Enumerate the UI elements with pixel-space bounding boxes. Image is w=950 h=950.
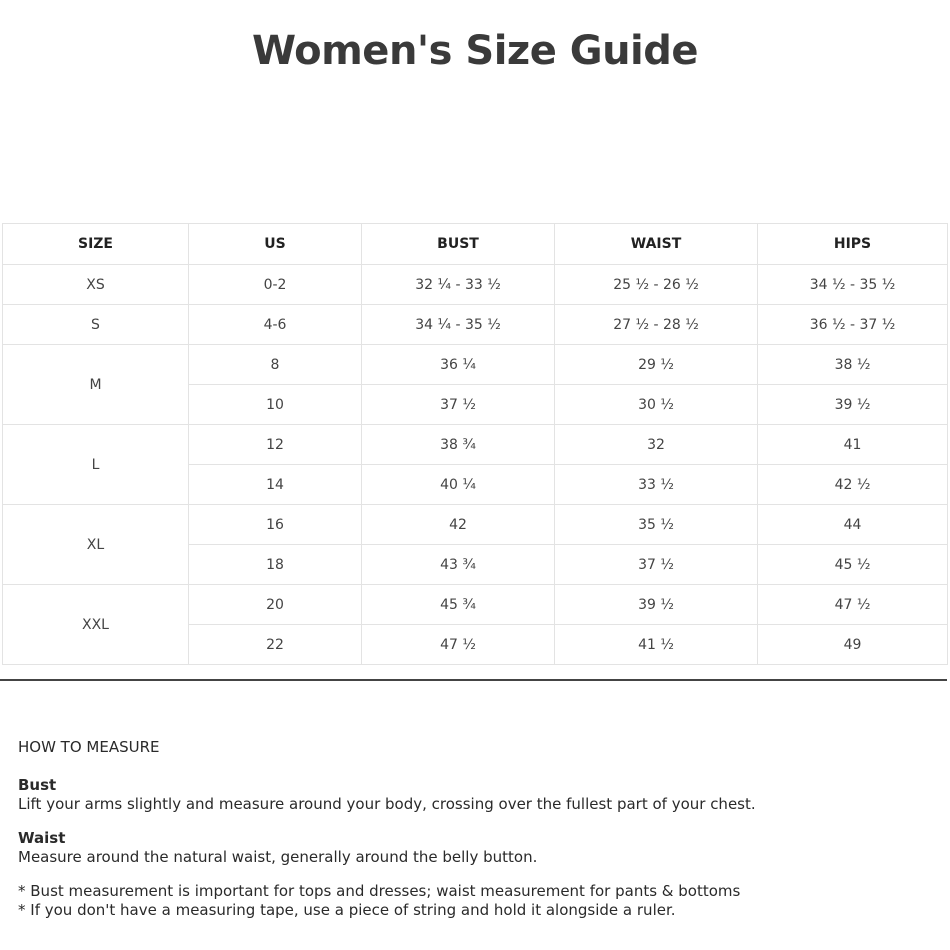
how-to-measure-heading: HOW TO MEASURE bbox=[18, 738, 160, 756]
size-cell: L bbox=[3, 425, 189, 505]
table-row bbox=[3, 345, 948, 385]
table-row bbox=[3, 585, 948, 625]
bust-cell: 32 ¼ - 33 ½ bbox=[362, 265, 555, 305]
bust-instructions: Lift your arms slightly and measure around your body, crossing over the fullest part of your chest. bbox=[18, 795, 756, 813]
waist-cell: 33 ½ bbox=[555, 465, 758, 505]
bust-cell: 47 ½ bbox=[362, 625, 555, 665]
size-cell: XXL bbox=[3, 585, 189, 665]
hips-cell: 47 ½ bbox=[758, 585, 948, 625]
us-cell: 14 bbox=[189, 465, 362, 505]
waist-cell: 25 ½ - 26 ½ bbox=[555, 265, 758, 305]
us-cell: 20 bbox=[189, 585, 362, 625]
header-bust: BUST bbox=[362, 224, 555, 265]
us-cell: 18 bbox=[189, 545, 362, 585]
table-row bbox=[3, 505, 948, 545]
note-measuring-tape: * If you don't have a measuring tape, use a piece of string and hold it alongside a ruler. bbox=[18, 901, 676, 919]
size-cell: XS bbox=[3, 265, 189, 305]
waist-cell: 39 ½ bbox=[555, 585, 758, 625]
us-cell: 0-2 bbox=[189, 265, 362, 305]
us-cell: 4-6 bbox=[189, 305, 362, 345]
hips-cell: 34 ½ - 35 ½ bbox=[758, 265, 948, 305]
header-waist: WAIST bbox=[555, 224, 758, 265]
waist-cell: 41 ½ bbox=[555, 625, 758, 665]
waist-cell: 35 ½ bbox=[555, 505, 758, 545]
bust-cell: 43 ¾ bbox=[362, 545, 555, 585]
hips-cell: 42 ½ bbox=[758, 465, 948, 505]
bust-cell: 34 ¼ - 35 ½ bbox=[362, 305, 555, 345]
hips-cell: 49 bbox=[758, 625, 948, 665]
measurement-notes bbox=[18, 882, 938, 920]
size-cell: M bbox=[3, 345, 189, 425]
header-size: SIZE bbox=[3, 224, 189, 265]
us-cell: 22 bbox=[189, 625, 362, 665]
header-hips: HIPS bbox=[758, 224, 948, 265]
hips-cell: 36 ½ - 37 ½ bbox=[758, 305, 948, 345]
us-cell: 10 bbox=[189, 385, 362, 425]
waist-cell: 32 bbox=[555, 425, 758, 465]
us-cell: 16 bbox=[189, 505, 362, 545]
section-divider bbox=[0, 679, 947, 681]
hips-cell: 44 bbox=[758, 505, 948, 545]
waist-cell: 27 ½ - 28 ½ bbox=[555, 305, 758, 345]
bust-cell: 37 ½ bbox=[362, 385, 555, 425]
bust-cell: 45 ¾ bbox=[362, 585, 555, 625]
header-us: US bbox=[189, 224, 362, 265]
hips-cell: 41 bbox=[758, 425, 948, 465]
waist-cell: 29 ½ bbox=[555, 345, 758, 385]
bust-cell: 38 ¾ bbox=[362, 425, 555, 465]
size-chart-table bbox=[2, 223, 948, 665]
bust-subheading: Bust bbox=[18, 776, 57, 794]
table-row bbox=[3, 305, 948, 345]
us-cell: 12 bbox=[189, 425, 362, 465]
how-to-measure-section bbox=[18, 738, 938, 920]
size-cell: XL bbox=[3, 505, 189, 585]
waist-cell: 37 ½ bbox=[555, 545, 758, 585]
hips-cell: 38 ½ bbox=[758, 345, 948, 385]
table-header-row bbox=[3, 224, 948, 265]
size-cell: S bbox=[3, 305, 189, 345]
waist-instructions: Measure around the natural waist, generally around the belly button. bbox=[18, 848, 538, 866]
waist-subheading: Waist bbox=[18, 829, 66, 847]
table-row bbox=[3, 425, 948, 465]
table-row bbox=[3, 265, 948, 305]
note-bust-importance: * Bust measurement is important for tops and dresses; waist measurement for pants & bottoms bbox=[18, 882, 741, 900]
us-cell: 8 bbox=[189, 345, 362, 385]
bust-cell: 36 ¼ bbox=[362, 345, 555, 385]
hips-cell: 39 ½ bbox=[758, 385, 948, 425]
bust-cell: 40 ¼ bbox=[362, 465, 555, 505]
waist-cell: 30 ½ bbox=[555, 385, 758, 425]
hips-cell: 45 ½ bbox=[758, 545, 948, 585]
page-title: Women's Size Guide bbox=[251, 28, 699, 74]
bust-cell: 42 bbox=[362, 505, 555, 545]
